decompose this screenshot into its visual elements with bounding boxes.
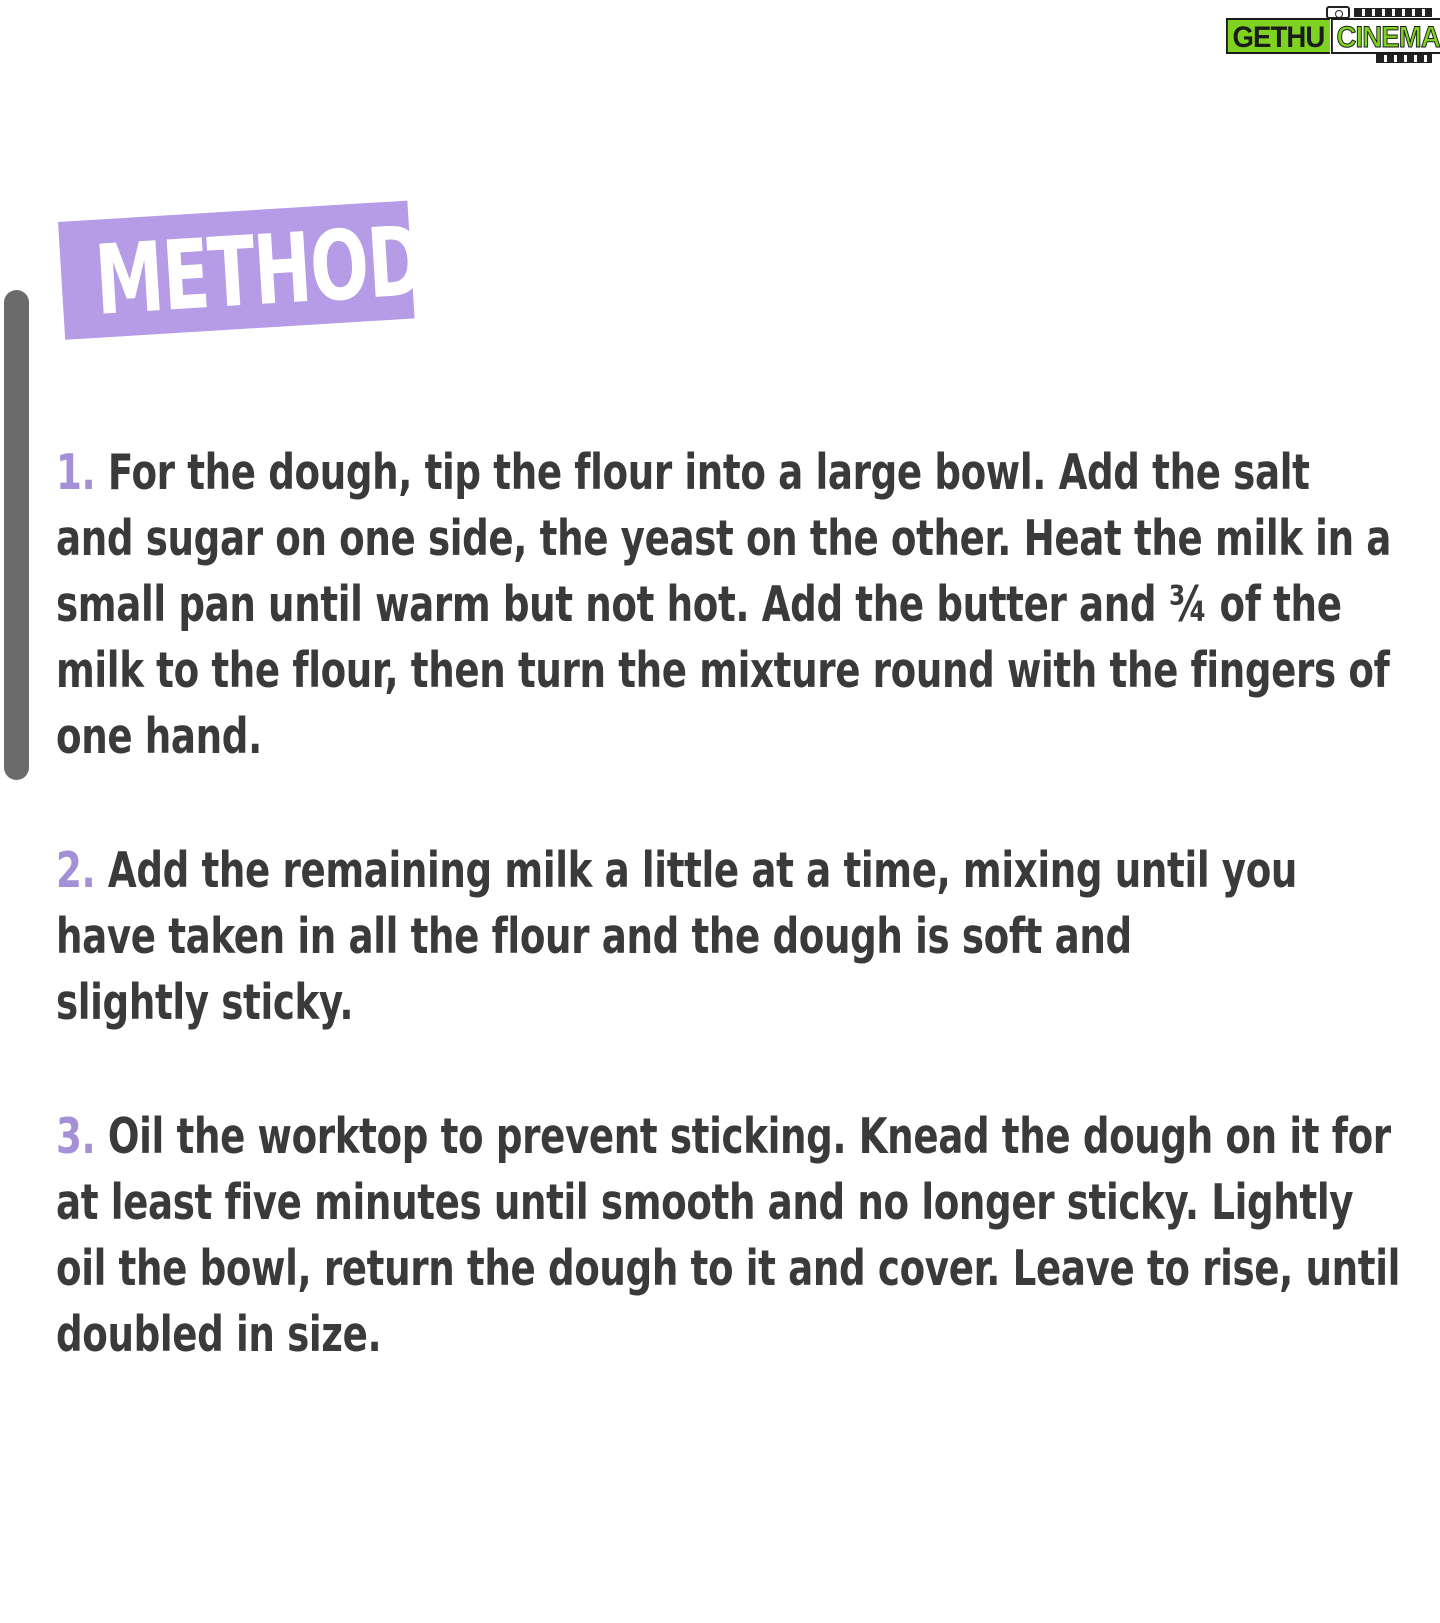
logo-wordmark — [1226, 18, 1440, 54]
step-line — [56, 440, 1348, 506]
scrollbar[interactable] — [4, 290, 29, 780]
step-line: at least five minutes until smooth and no longer sticky. Lightly — [56, 1174, 1354, 1231]
step-text: Add the remaining milk a little at a time, mixing until you — [107, 842, 1298, 899]
step-line: one hand. — [56, 708, 262, 765]
step-line: slightly sticky. — [56, 974, 354, 1031]
step-number: 3. — [56, 1108, 96, 1165]
method-steps — [56, 440, 1400, 1436]
step-text: For the dough, tip the flour into a large bowl. Add the salt — [107, 444, 1310, 501]
step-line — [56, 838, 1348, 904]
step-number: 1. — [56, 444, 96, 501]
step-number: 2. — [56, 842, 96, 899]
step-line: and sugar on one side, the yeast on the other. Heat the milk in a — [56, 510, 1392, 567]
logo-word-gethu: GETHU — [1226, 18, 1330, 54]
step-text: Oil the worktop to prevent sticking. Knead the dough on it for — [107, 1108, 1391, 1165]
step-3 — [56, 1104, 1400, 1368]
step-line — [56, 1104, 1391, 1170]
film-strip-icon — [1354, 8, 1432, 17]
step-line: oil the bowl, return the dough to it and cover. Leave to rise, until — [56, 1240, 1400, 1297]
step-line: milk to the flour, then turn the mixture round with the fingers of — [56, 642, 1390, 699]
film-strip-icon — [1376, 54, 1432, 63]
gethu-cinema-logo — [1226, 6, 1440, 62]
step-1 — [56, 440, 1392, 770]
logo-word-cinema: CINEMA — [1331, 18, 1440, 54]
step-line: doubled in size. — [56, 1306, 382, 1363]
method-heading: METHOD — [91, 204, 427, 337]
step-line: small pan until warm but not hot. Add the butter and ¾ of the — [56, 576, 1342, 633]
step-2 — [56, 838, 1348, 1036]
step-line: have taken in all the flour and the dough is soft and — [56, 908, 1132, 965]
